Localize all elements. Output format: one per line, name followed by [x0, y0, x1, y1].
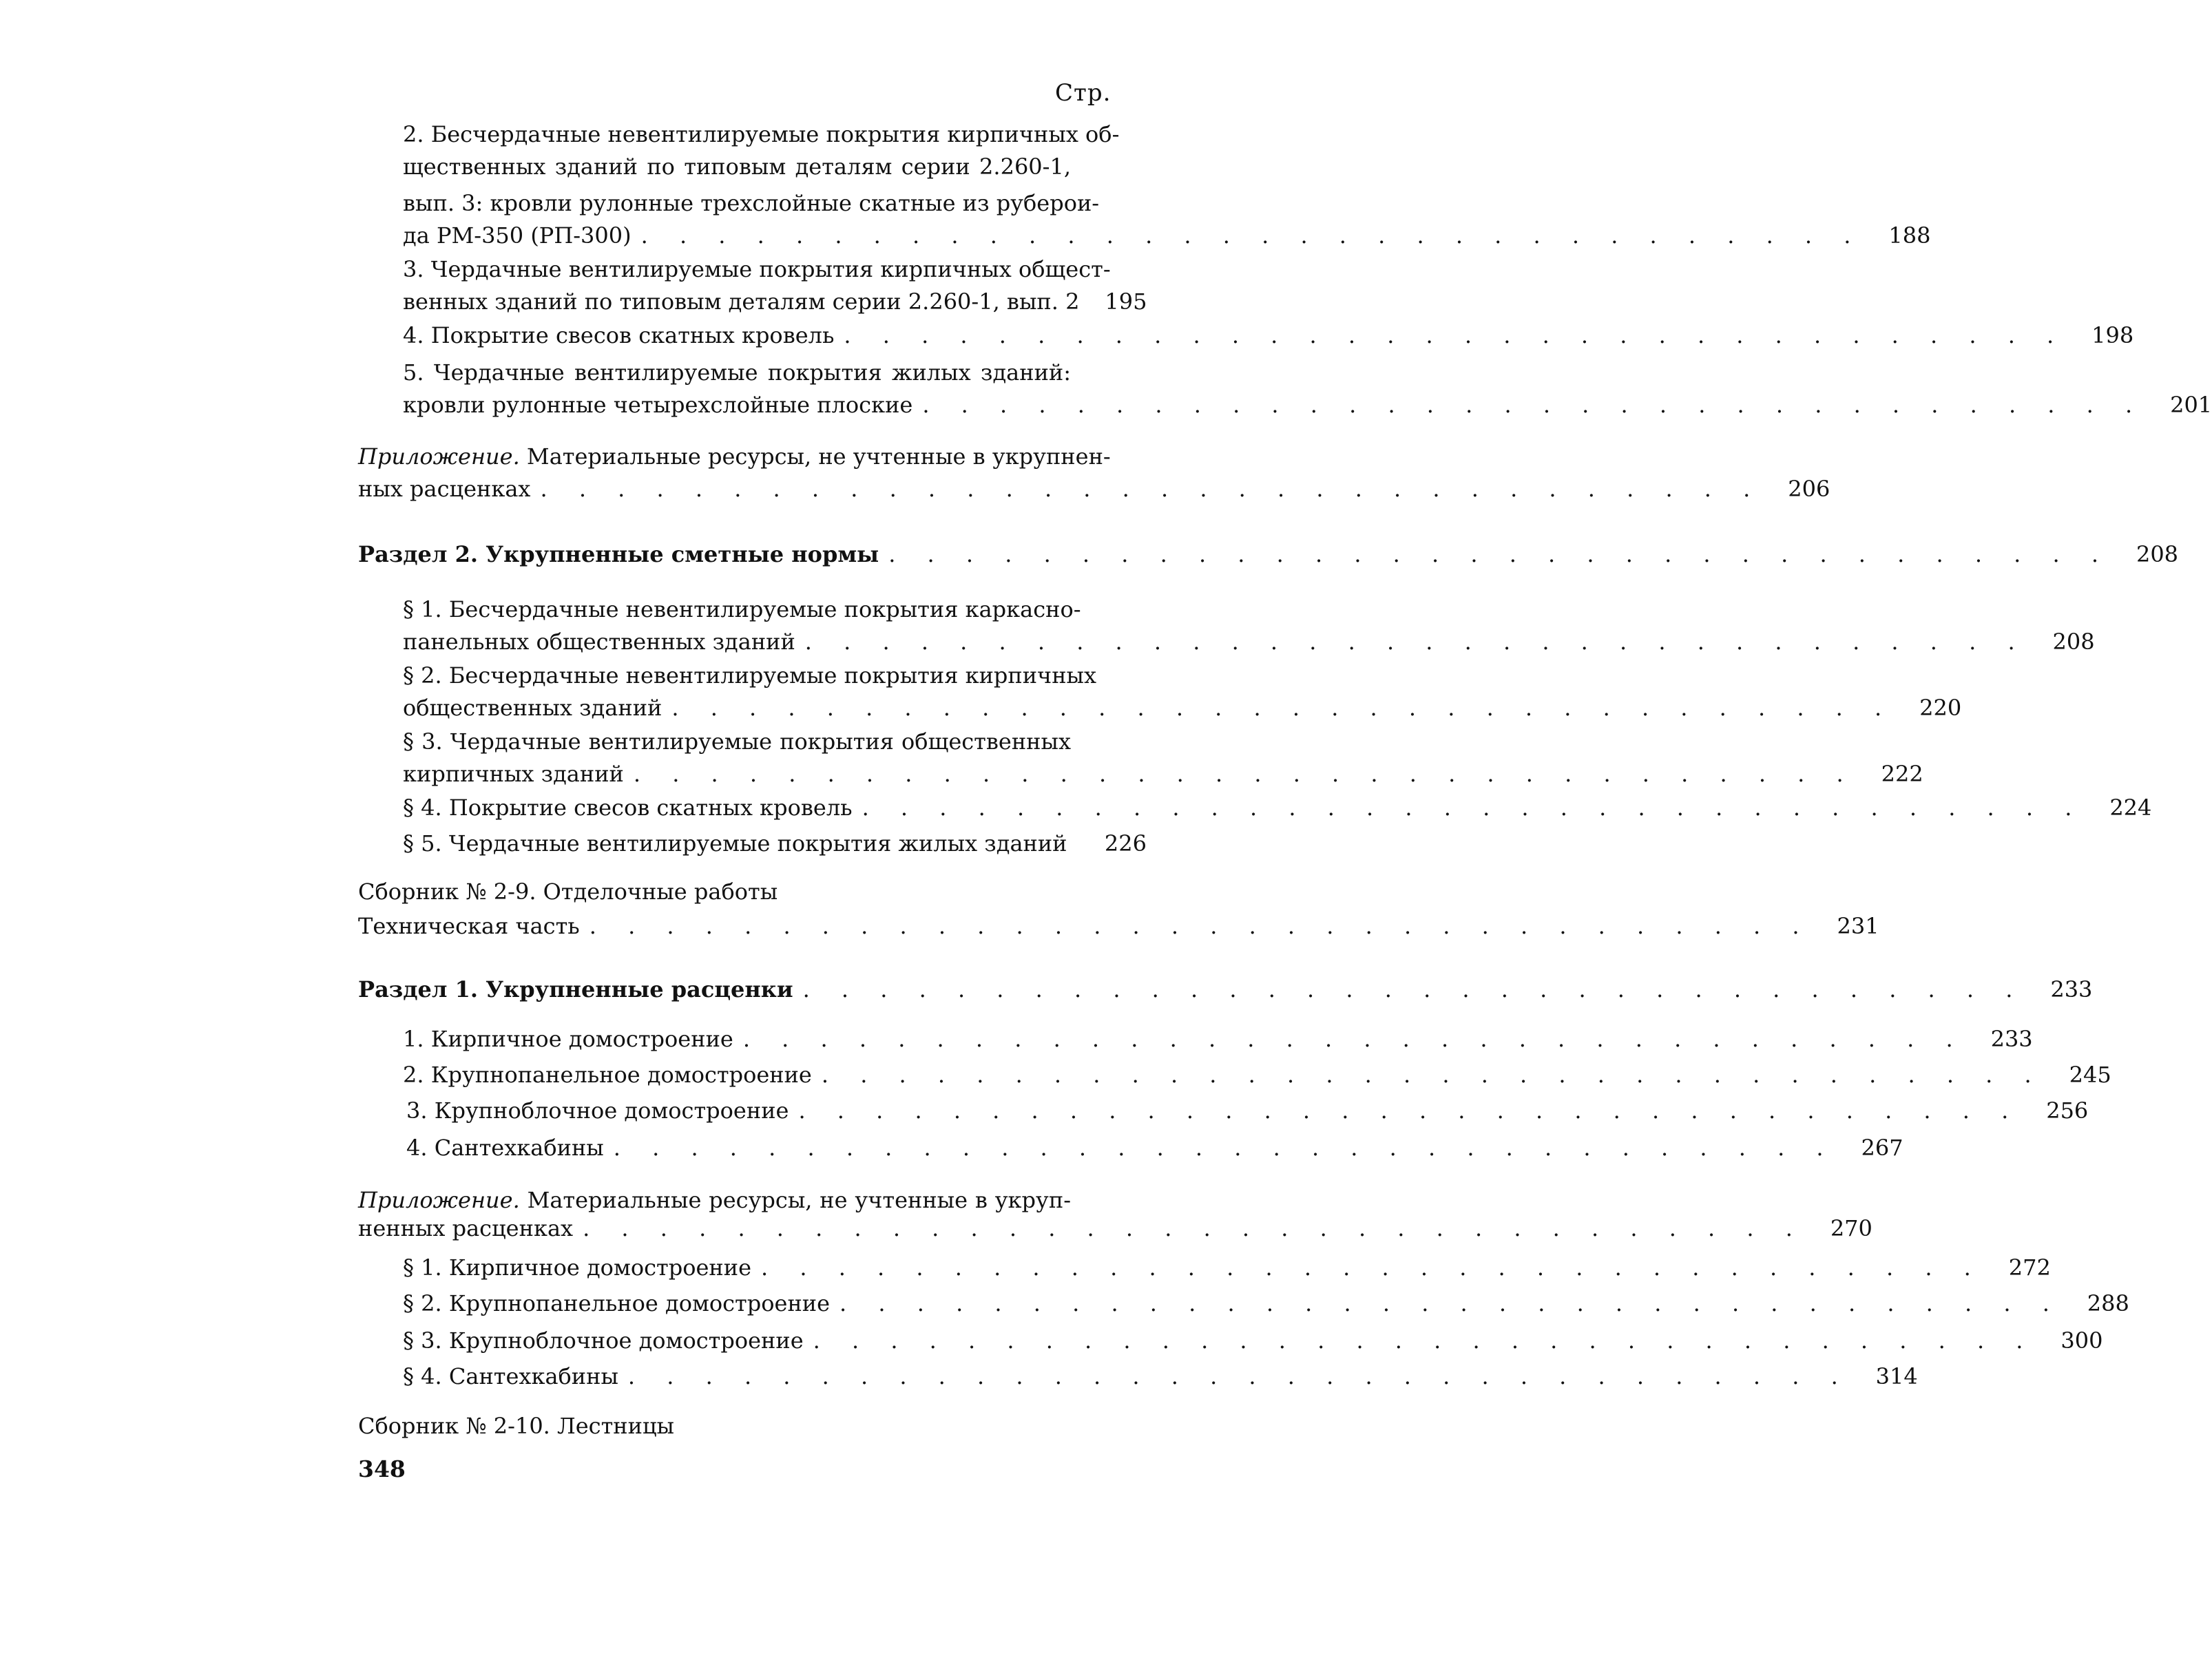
toc-last-line	[358, 538, 2179, 571]
toc-entry	[403, 828, 1147, 860]
toc-entry	[403, 726, 1923, 790]
section-heading: Раздел 2. Укрупненные сметные нормы	[358, 541, 879, 567]
section-heading: Раздел 1. Укрупненные расценки	[358, 976, 793, 1002]
toc-entry	[358, 441, 1830, 505]
toc-label: § 3. Крупноблочное домостроение	[403, 1327, 804, 1354]
toc-entry	[406, 1095, 2089, 1127]
toc-last-line	[403, 758, 1923, 790]
toc-entry	[358, 974, 2093, 1006]
page-number: 188	[1888, 222, 1931, 249]
toc-entry	[403, 118, 1931, 252]
toc-entry	[403, 1023, 2033, 1055]
toc-last-line	[358, 1212, 1872, 1245]
appendix-label: Приложение.	[358, 1187, 520, 1213]
leader-dots: . . . . . . . . . . . . . . . . . . . . . . . . . . . . . . . .	[844, 322, 2067, 348]
page-number: 224	[2109, 795, 2152, 821]
toc-last-line	[406, 1132, 1903, 1164]
leader-dots: . . . . . . . . . . . . . . . . . . . . . . . . . . . . . . . .	[761, 1254, 1983, 1281]
toc-line: щественных зданий по типовым деталям серии 2.260-1,	[403, 154, 1071, 180]
toc-entry	[358, 910, 1879, 943]
toc-label: ных расценках	[358, 476, 531, 502]
page-number: 267	[1861, 1135, 1903, 1161]
toc-last-line	[403, 828, 1147, 860]
toc-line-rest: Материальные ресурсы, не учтенные в укрупнен-	[519, 443, 1111, 470]
toc-entry	[358, 1184, 1872, 1245]
toc-last-line	[403, 626, 2095, 658]
leader-dots: . . . . . . . . . . . . . . . . . . . . . . . . . . . . . . . .	[813, 1327, 2036, 1354]
leader-dots: . . . . . . . . . . . . . . . . . . . . . . . . . . . . . . . .	[804, 629, 2027, 655]
toc-line: 5. Чердачные вентилируемые покрытия жилых зданий:	[403, 359, 1071, 386]
page-number: 198	[2091, 322, 2134, 348]
leader-dots: . . . . . . . . . . . . . . . . . . . . . . . . . . . . . . . .	[922, 392, 2145, 418]
toc-line: § 3. Чердачные вентилируемые покрытия общественных	[403, 728, 1071, 755]
toc-last-line	[403, 1325, 2103, 1357]
leader-dots: . . . . . . . . . . . . . . . . . . . . . . . . . . . . . . . .	[742, 1026, 1965, 1052]
toc-line-rest: Материальные ресурсы, не учтенные в укруп-	[519, 1187, 1071, 1213]
leader-dots: . . . . . . . . . . . . . . . . . . . . . . . . . . . . . . . .	[540, 476, 1763, 502]
toc-label: кирпичных зданий	[403, 761, 624, 787]
page-number: 208	[2136, 541, 2179, 567]
page-number: 231	[1837, 913, 1879, 939]
page-column-header: Стр.	[1055, 79, 1112, 107]
collection-heading: Сборник № 2-10. Лестницы	[358, 1413, 674, 1439]
page-folio: 348	[358, 1456, 406, 1482]
toc-line: 3. Чердачные вентилируемые покрытия кирпичных общест-	[403, 256, 1111, 282]
leader-dots: . . . . . . . . . . . . . . . . . . . . . . . . . . . . . . . .	[862, 795, 2085, 821]
toc-label: 3. Крупноблочное домостроение	[406, 1097, 789, 1124]
toc-label: § 2. Крупнопанельное домостроение	[403, 1290, 831, 1316]
toc-entry	[358, 538, 2179, 571]
toc-last-line	[403, 1023, 2033, 1055]
page-number: 233	[2050, 976, 2093, 1002]
toc-line	[358, 1184, 1147, 1217]
toc-label: 4. Сантехкабины	[406, 1135, 604, 1161]
leader-dots: . . . . . . . . . . . . . . . . . . . . . . . . . . . . . . . .	[613, 1135, 1836, 1161]
toc-label: § 5. Чердачные вентилируемые покрытия жилых зданий	[403, 830, 1067, 857]
leader-dots: . . . . . . . . . . . . . . . . . . . . . . . . . . . . . . . .	[589, 913, 1812, 939]
toc-label: общественных зданий	[403, 695, 662, 721]
page-number: 272	[2008, 1254, 2051, 1281]
leader-dots: . . . . . . . . . . . . . . . . . . . . . . . . . . . . . . . .	[802, 976, 2025, 1002]
toc-last-line	[403, 1288, 2129, 1320]
page-number: 206	[1788, 476, 1830, 502]
leader-dots: . . . . . . . . . . . . . . . . . . . . . . . . . . . . . . . .	[627, 1363, 1850, 1389]
toc-line	[358, 441, 1147, 473]
toc-label: кровли рулонные четырехслойные плоские	[403, 392, 913, 418]
leader-dots: . . . . . . . . . . . . . . . . . . . . . . . . . . . . . . . .	[583, 1215, 1805, 1241]
page-number: 288	[2087, 1290, 2129, 1316]
toc-last-line	[403, 792, 2152, 824]
toc-last-line	[403, 220, 1931, 252]
toc-label: § 1. Кирпичное домостроение	[403, 1254, 751, 1281]
toc-label: § 4. Сантехкабины	[403, 1363, 618, 1389]
toc-last-line	[403, 319, 2134, 352]
toc-line: § 2. Бесчердачные невентилируемые покрытия кирпичных	[403, 662, 1097, 689]
toc-label: 2. Крупнопанельное домостроение	[403, 1062, 812, 1088]
leader-dots: . . . . . . . . . . . . . . . . . . . . . . . . . . . . . . . .	[640, 222, 1864, 249]
toc-entry	[403, 1252, 2051, 1284]
page-number: 220	[1919, 695, 1962, 721]
toc-last-line	[406, 1095, 2089, 1127]
page-number: 300	[2060, 1327, 2103, 1354]
toc-label: 1. Кирпичное домостроение	[403, 1026, 733, 1052]
toc-entry	[403, 1360, 1918, 1393]
toc-label: ненных расценках	[358, 1215, 574, 1241]
leader-dots: . . . . . . . . . . . . . . . . . . . . . . . . . . . . . . . .	[633, 761, 1856, 787]
toc-label: панельных общественных зданий	[403, 629, 795, 655]
page-number: 270	[1830, 1215, 1872, 1241]
toc-line: § 1. Бесчердачные невентилируемые покрытия каркасно-	[403, 596, 1081, 622]
toc-line: 2. Бесчердачные невентилируемые покрытия кирпичных об-	[403, 121, 1120, 147]
toc-label: венных зданий по типовым деталям серии 2.260-1, вып. 2	[403, 288, 1080, 315]
toc-label: да РМ-350 (РП-300)	[403, 222, 632, 249]
page-number: 233	[1990, 1026, 2033, 1052]
toc-entry	[403, 1288, 2129, 1320]
toc-entry	[403, 792, 2152, 824]
toc-last-line	[403, 286, 1147, 318]
leader-dots: . . . . . . . . . . . . . . . . . . . . . . . . . . . . . . . .	[821, 1062, 2044, 1088]
toc-entry	[403, 253, 1147, 318]
toc-last-line	[403, 1059, 2111, 1091]
leader-dots: . . . . . . . . . . . . . . . . . . . . . . . . . . . . . . . .	[888, 541, 2111, 567]
toc-line: вып. 3: кровли рулонные трехслойные скатные из руберои-	[403, 190, 1100, 216]
page-number: 245	[2069, 1062, 2111, 1088]
toc-label: Техническая часть	[358, 913, 580, 939]
toc-last-line	[403, 1360, 1918, 1393]
page-number: 314	[1875, 1363, 1918, 1389]
leader-dots: . . . . . . . . . . . . . . . . . . . . . . . . . . . . . . . .	[839, 1290, 2062, 1316]
page-number: 201	[2170, 392, 2212, 418]
page-number: 208	[2052, 629, 2095, 655]
toc-last-line	[403, 692, 1962, 724]
page-number: 226	[1104, 830, 1147, 857]
toc-entry	[403, 1325, 2103, 1357]
toc-entry	[403, 319, 2134, 352]
page-number: 256	[2046, 1097, 2089, 1124]
toc-entry	[403, 593, 2095, 658]
page-number: 195	[1105, 288, 1147, 315]
toc-last-line	[403, 389, 2212, 421]
toc-entry	[406, 1132, 1903, 1164]
leader-dots: . . . . . . . . . . . . . . . . . . . . . . . . . . . . . . . .	[798, 1097, 2021, 1124]
toc-entry	[403, 357, 2212, 421]
toc-last-line	[403, 1252, 2051, 1284]
toc-last-line	[358, 473, 1830, 505]
toc-entry	[403, 1059, 2111, 1091]
appendix-label: Приложение.	[358, 443, 520, 470]
toc-last-line	[358, 974, 2093, 1006]
toc-entry	[403, 660, 1962, 724]
toc-last-line	[358, 910, 1879, 943]
collection-heading: Сборник № 2-9. Отделочные работы	[358, 879, 778, 905]
leader-dots: . . . . . . . . . . . . . . . . . . . . . . . . . . . . . . . .	[671, 695, 1895, 721]
toc-label: § 4. Покрытие свесов скатных кровель	[403, 795, 853, 821]
page-number: 222	[1881, 761, 1923, 787]
toc-label: 4. Покрытие свесов скатных кровель	[403, 322, 835, 348]
